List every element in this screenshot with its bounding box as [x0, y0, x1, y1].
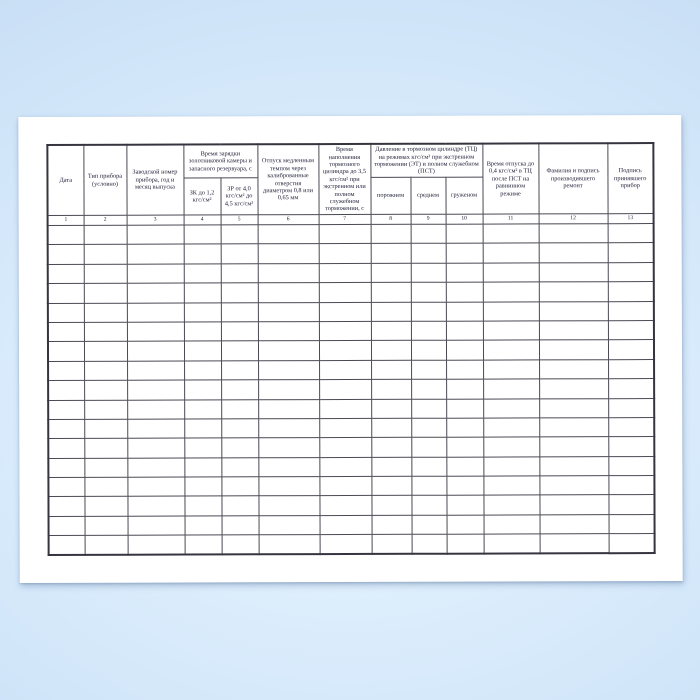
empty-cell [127, 283, 184, 303]
empty-cell [127, 341, 184, 361]
empty-cell [539, 321, 608, 341]
empty-cell [48, 264, 84, 284]
column-number: 1 [48, 215, 84, 225]
col-header-release-time: Время отпуска до 0,4 кгс/см² в ТЦ после ПСТ на равнинном режиме [482, 143, 538, 214]
empty-cell [184, 458, 221, 478]
empty-cell [84, 342, 127, 362]
empty-cell [221, 477, 258, 497]
column-number: 9 [411, 214, 446, 224]
empty-cell [319, 224, 371, 244]
empty-cell [184, 399, 221, 419]
empty-cell [411, 302, 446, 322]
empty-cell [48, 477, 84, 497]
empty-cell [411, 321, 446, 341]
empty-cell [411, 496, 446, 516]
empty-cell [539, 262, 608, 282]
empty-cell [84, 400, 127, 420]
empty-cell [258, 283, 319, 303]
col-header-charge-zr: ЗР от 4,0 кгс/см² до 4,5 кгс/см² [220, 178, 257, 215]
col-header-pressure-empty: порожнем [370, 177, 410, 214]
empty-cell [84, 322, 127, 342]
empty-cell [483, 495, 539, 515]
empty-cell [258, 302, 319, 322]
empty-cell [127, 458, 184, 478]
empty-cell [127, 303, 184, 323]
column-number: 8 [371, 214, 411, 224]
empty-cell [446, 379, 483, 399]
empty-cell [412, 534, 447, 554]
empty-cell [484, 534, 540, 554]
column-number: 5 [221, 215, 258, 225]
empty-cell [127, 322, 184, 342]
empty-cell [411, 379, 446, 399]
empty-cell [48, 497, 84, 517]
empty-cell [371, 224, 411, 244]
empty-cell [608, 398, 654, 418]
empty-cell [84, 477, 127, 497]
empty-cell [319, 380, 371, 400]
empty-cell [85, 516, 128, 536]
empty-cell [483, 263, 539, 283]
empty-cell [411, 437, 446, 457]
empty-cell [185, 535, 222, 555]
empty-cell [447, 534, 484, 554]
empty-cell [48, 284, 84, 304]
empty-cell [483, 243, 539, 263]
empty-cell [127, 225, 184, 245]
empty-cell [540, 515, 609, 535]
col-header-date: Дата [47, 145, 83, 216]
empty-cell [184, 225, 221, 245]
empty-cell [184, 477, 221, 497]
empty-cell [319, 263, 371, 283]
table-row [48, 340, 654, 361]
empty-cell [446, 418, 483, 438]
empty-cell [371, 341, 411, 361]
empty-cell [259, 535, 320, 555]
empty-cell [184, 244, 221, 264]
empty-cell [539, 301, 608, 321]
empty-cell [539, 456, 608, 476]
empty-cell [608, 437, 654, 457]
table-row [48, 379, 654, 400]
col-group-charge-time: Время зарядки золотниковой камеры и запасного резервуара, с [183, 144, 257, 178]
empty-cell [371, 496, 411, 516]
empty-cell [608, 262, 654, 282]
empty-cell [48, 458, 84, 478]
empty-cell [483, 360, 539, 380]
empty-cell [221, 361, 258, 381]
empty-cell [127, 361, 184, 381]
empty-cell [446, 457, 483, 477]
empty-cell [184, 302, 221, 322]
empty-cell [84, 497, 127, 517]
empty-cell [222, 516, 259, 536]
empty-cell [319, 418, 371, 438]
form-page [18, 115, 682, 583]
empty-cell [84, 380, 127, 400]
table-header [47, 143, 653, 225]
empty-cell [319, 438, 371, 458]
empty-cell [446, 243, 483, 263]
empty-cell [259, 515, 320, 535]
empty-cell [49, 516, 85, 536]
empty-cell [258, 438, 319, 458]
empty-cell [483, 340, 539, 360]
col-header-fill-time: Время наполнения тормозного цилиндра до 3,5 кгс/см² при экстренном или полном служебном торможении, с [318, 144, 370, 215]
empty-cell [319, 341, 371, 361]
empty-cell [221, 264, 258, 284]
empty-cell [319, 302, 371, 322]
empty-cell [483, 224, 539, 244]
empty-cell [608, 340, 654, 360]
empty-cell [608, 359, 654, 379]
empty-cell [184, 419, 221, 439]
empty-cell [446, 263, 483, 283]
empty-cell [221, 457, 258, 477]
table-row [48, 476, 654, 497]
empty-cell [184, 283, 221, 303]
brake-device-log-table [46, 142, 655, 556]
table-row [48, 359, 654, 380]
table-row [48, 495, 654, 516]
column-number: 3 [127, 215, 184, 225]
empty-cell [221, 419, 258, 439]
empty-cell [221, 283, 258, 303]
empty-cell [371, 476, 411, 496]
empty-cell [371, 321, 411, 341]
empty-cell [411, 418, 446, 438]
empty-cell [221, 496, 258, 516]
table-row [48, 417, 654, 438]
empty-cell [184, 380, 221, 400]
empty-cell [48, 342, 84, 362]
empty-cell [221, 322, 258, 342]
empty-cell [372, 535, 412, 555]
empty-cell [446, 224, 483, 244]
empty-cell [372, 515, 412, 535]
empty-cell [184, 438, 221, 458]
col-header-charge-zk: ЗК до 1,2 кгс/см² [183, 178, 220, 215]
empty-cell [608, 282, 654, 302]
empty-cell [608, 301, 654, 321]
empty-cell [222, 535, 259, 555]
empty-cell [184, 496, 221, 516]
empty-cell [609, 534, 655, 554]
empty-cell [411, 244, 446, 264]
empty-cell [128, 535, 185, 555]
empty-cell [608, 379, 654, 399]
empty-cell [539, 359, 608, 379]
table-row [48, 456, 654, 477]
col-header-repair-signature: Фамилия и подпись производившего ремонт [538, 143, 607, 214]
empty-cell [127, 244, 184, 264]
empty-cell [258, 225, 319, 245]
empty-cell [411, 457, 446, 477]
empty-cell [184, 264, 221, 284]
empty-cell [608, 417, 654, 437]
table-row [48, 398, 654, 419]
empty-cell [127, 264, 184, 284]
empty-cell [258, 380, 319, 400]
empty-cell [446, 437, 483, 457]
empty-cell [446, 360, 483, 380]
empty-cell [539, 437, 608, 457]
empty-cell [483, 301, 539, 321]
empty-cell [371, 457, 411, 477]
empty-cell [371, 282, 411, 302]
empty-cell [608, 476, 654, 496]
empty-cell [127, 438, 184, 458]
empty-cell [184, 322, 221, 342]
col-header-serial: Заводской номер прибора, год и месяц выпуска [126, 145, 183, 216]
empty-cell [446, 399, 483, 419]
table-row [48, 243, 654, 264]
empty-cell [411, 341, 446, 361]
empty-cell [483, 321, 539, 341]
empty-cell [608, 456, 654, 476]
empty-cell [539, 418, 608, 438]
empty-cell [48, 419, 84, 439]
empty-cell [84, 419, 127, 439]
col-header-accept-signature: Подпись принявшего прибор [607, 143, 653, 214]
empty-cell [411, 476, 446, 496]
empty-cell [258, 263, 319, 283]
table-row [49, 514, 655, 535]
empty-cell [371, 360, 411, 380]
empty-cell [484, 515, 540, 535]
empty-cell [483, 437, 539, 457]
empty-cell [447, 515, 484, 535]
empty-cell [128, 516, 185, 536]
empty-cell [258, 496, 319, 516]
empty-cell [483, 457, 539, 477]
empty-cell [48, 245, 84, 265]
empty-cell [221, 302, 258, 322]
empty-cell [221, 225, 258, 245]
empty-cell [258, 341, 319, 361]
empty-cell [412, 515, 447, 535]
empty-cell [84, 303, 127, 323]
empty-cell [319, 399, 371, 419]
empty-cell [483, 398, 539, 418]
empty-cell [258, 477, 319, 497]
empty-cell [84, 264, 127, 284]
empty-cell [320, 515, 372, 535]
empty-cell [258, 399, 319, 419]
empty-cell [539, 340, 608, 360]
empty-cell [48, 361, 84, 381]
empty-cell [127, 380, 184, 400]
table-row [48, 262, 654, 283]
column-number: 2 [84, 215, 127, 225]
empty-cell [446, 321, 483, 341]
empty-cell [48, 225, 84, 245]
empty-cell [608, 243, 654, 263]
column-number: 11 [483, 214, 539, 224]
empty-cell [371, 379, 411, 399]
col-header-pressure-medium: среднем [410, 177, 445, 214]
table-row [48, 301, 654, 322]
empty-cell [185, 516, 222, 536]
empty-cell [539, 224, 608, 244]
empty-cell [319, 477, 371, 497]
column-number: 10 [446, 214, 483, 224]
empty-cell [48, 400, 84, 420]
empty-cell [127, 496, 184, 516]
table-row [48, 320, 654, 341]
column-number: 12 [539, 214, 608, 224]
col-group-pressure: Давление в тормозном цилиндре (ТЦ) на режимах кгс/см² при экстренном торможении (ЭТ) и полном служебном (ПСТ) [370, 144, 482, 178]
empty-cell [411, 360, 446, 380]
empty-cell [48, 439, 84, 459]
empty-cell [84, 458, 127, 478]
empty-cell [221, 399, 258, 419]
table-row [48, 224, 654, 245]
empty-cell [127, 419, 184, 439]
empty-cell [483, 282, 539, 302]
empty-cell [540, 534, 609, 554]
empty-cell [371, 418, 411, 438]
table-row [48, 282, 654, 303]
empty-cell [221, 438, 258, 458]
empty-cell [319, 496, 371, 516]
empty-cell [446, 302, 483, 322]
empty-cell [539, 282, 608, 302]
empty-cell [127, 400, 184, 420]
empty-cell [221, 341, 258, 361]
empty-cell [84, 225, 127, 245]
empty-cell [608, 224, 654, 244]
empty-cell [608, 495, 654, 515]
column-number: 13 [608, 214, 654, 224]
empty-cell [84, 361, 127, 381]
empty-cell [371, 244, 411, 264]
empty-cell [446, 282, 483, 302]
empty-cell [258, 322, 319, 342]
empty-cell [539, 476, 608, 496]
empty-cell [184, 361, 221, 381]
col-header-device-type: Тип прибора (условно) [83, 145, 126, 216]
empty-cell [411, 282, 446, 302]
empty-cell [608, 320, 654, 340]
empty-cell [320, 535, 372, 555]
empty-cell [184, 341, 221, 361]
empty-cell [319, 321, 371, 341]
empty-cell [258, 457, 319, 477]
empty-cell [609, 514, 655, 534]
empty-cell [85, 535, 128, 555]
empty-cell [371, 399, 411, 419]
empty-cell [258, 419, 319, 439]
col-header-release-slow: Отпуск медленным темпом через калиброванные отверстия диаметром 0,8 или 0,65 мм [257, 144, 318, 215]
empty-cell [84, 245, 127, 265]
empty-cell [539, 243, 608, 263]
empty-cell [483, 418, 539, 438]
table-row [49, 534, 655, 555]
empty-rows [48, 224, 655, 556]
column-number: 4 [184, 215, 221, 225]
empty-cell [258, 244, 319, 264]
empty-cell [319, 457, 371, 477]
empty-cell [483, 476, 539, 496]
empty-cell [319, 283, 371, 303]
empty-cell [84, 283, 127, 303]
empty-cell [539, 398, 608, 418]
empty-cell [446, 496, 483, 516]
empty-cell [127, 477, 184, 497]
empty-cell [221, 380, 258, 400]
empty-cell [539, 495, 608, 515]
empty-cell [84, 438, 127, 458]
column-number: 6 [258, 215, 319, 225]
empty-cell [483, 379, 539, 399]
table-row [48, 437, 654, 458]
col-header-pressure-loaded: груженом [445, 177, 482, 214]
empty-cell [48, 380, 84, 400]
empty-cell [411, 399, 446, 419]
empty-cell [446, 340, 483, 360]
empty-cell [258, 360, 319, 380]
empty-cell [411, 263, 446, 283]
empty-cell [371, 263, 411, 283]
empty-cell [411, 224, 446, 244]
empty-cell [371, 438, 411, 458]
empty-cell [319, 244, 371, 264]
empty-cell [49, 536, 85, 556]
empty-cell [446, 476, 483, 496]
empty-cell [319, 360, 371, 380]
empty-cell [48, 303, 84, 323]
column-number: 7 [319, 214, 371, 224]
empty-cell [371, 302, 411, 322]
empty-cell [221, 244, 258, 264]
empty-cell [539, 379, 608, 399]
empty-cell [48, 322, 84, 342]
